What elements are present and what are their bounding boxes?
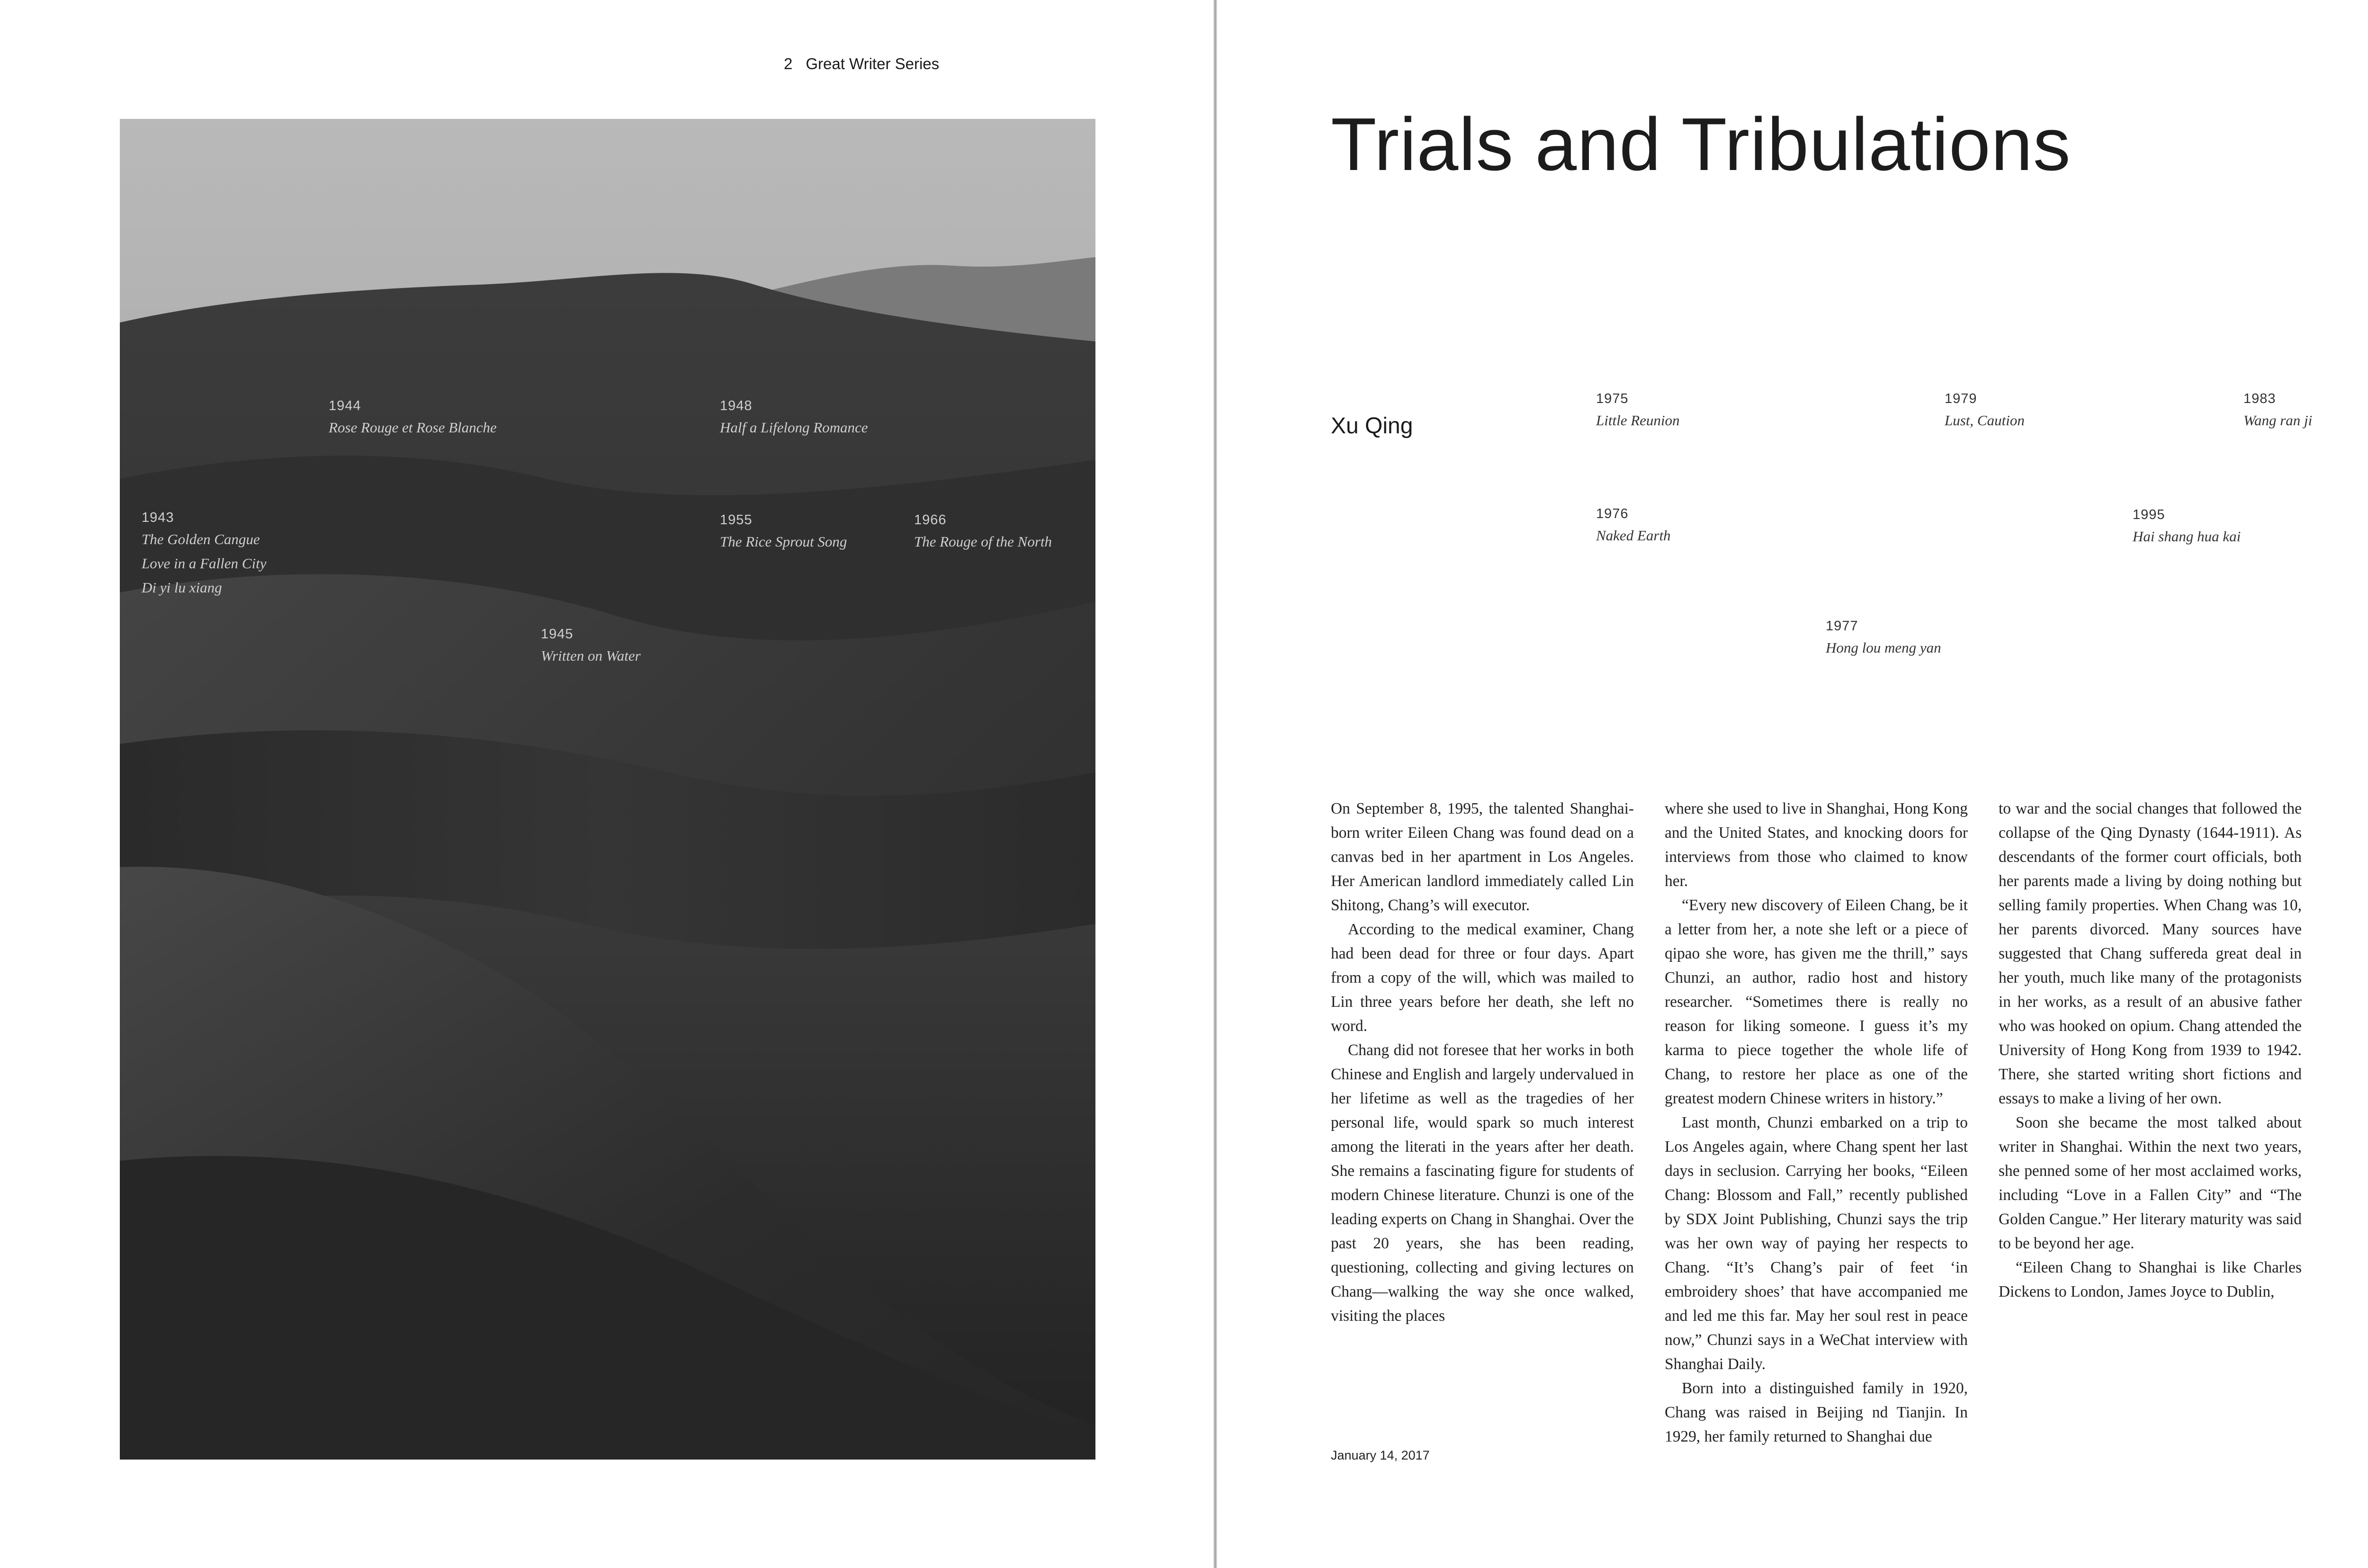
timeline-title: The Golden Cangue [142,531,260,547]
article-title: Trials and Tribulations [1331,103,2071,186]
book-spine [1213,0,1217,1568]
timeline-title: Love in a Fallen City [142,555,267,572]
publication-date: January 14, 2017 [1331,1448,1430,1462]
timeline-entry-1983 [2243,389,2312,432]
timeline-title: Di yi lu xiang [142,579,222,596]
timeline-entry-1976 [1596,504,1671,547]
timeline-entry-1966 [914,511,1052,554]
timeline-year: 1976 [1596,506,1629,521]
timeline-year: 1975 [1596,391,1629,406]
body-paragraph: to war and the social changes that followed the collapse of the Qing Dynasty (1644-1911). As descendants of the former court officials, both her parents made a living by doing nothing but selling family properties. When Chang was 10, her parents divorced. Many sources have suggested that Chang suffereda great deal in her youth, much like many of the protagonists in her works, as a result of an abusive father who was hooked on opium. Chang attended the University of Hong Kong from 1939 to 1942. There, she started writing short fictions and essays to make a living of her own. [1999,800,2302,1107]
series-name: Great Writer Series [806,55,940,72]
running-header [784,55,939,73]
body-paragraph: On September 8, 1995, the talented Shanghai-born writer Eileen Chang was found dead on a canvas bed in her apartment in Los Angeles. Her American landlord immediately called Lin Shitong, Chang’s will executor. [1331,800,1634,914]
timeline-title: Naked Earth [1596,527,1671,544]
timeline-year: 1943 [142,510,174,525]
timeline-title: Rose Rouge et Rose Blanche [329,419,497,436]
body-paragraph: where she used to live in Shanghai, Hong Kong and the United States, and knocking doors for interviews from those who claimed to know her. [1665,800,1968,890]
timeline-entry-1945 [541,625,641,668]
body-column-1 [1331,797,1634,1328]
body-paragraph: According to the medical examiner, Chang had been dead for three or four days. Apart from a copy of the will, which was mailed to Lin three years before her death, she left no word. [1331,921,1634,1035]
timeline-year: 1955 [720,512,753,528]
body-paragraph: “Eileen Chang to Shanghai is like Charles Dickens to London, James Joyce to Dublin, [1999,1259,2302,1300]
page-number: 2 [784,55,793,72]
timeline-title: Hong lou meng yan [1826,639,1941,656]
body-paragraph: Soon she became the most talked about writer in Shanghai. Within the next two years, she penned some of her most acclaimed works, including “Love in a Fallen City” and “The Golden Cangue.” Her literary maturity was said to be beyond her age. [1999,1114,2302,1252]
timeline-year: 1945 [541,627,574,642]
timeline-year: 1944 [329,398,361,413]
timeline-title: Lust, Caution [1945,412,2025,429]
timeline-title: Hai shang hua kai [2133,528,2241,545]
timeline-entry-1955 [720,511,847,554]
timeline-entry-1975 [1596,389,1680,432]
timeline-title: Written on Water [541,647,641,664]
timeline-entry-1977 [1826,617,1941,660]
timeline-entry-1948 [720,396,868,439]
body-paragraph: “Every new discovery of Eileen Chang, be it a letter from her, a note she left or a piece of qipao she wore, has given me the thrill,” says Chunzi, an author, radio host and history researcher. “Sometimes there is really no reason for liking someone. I guess it’s my karma to piece together the whole life of Chang, to restore her place as one of the greatest modern Chinese writers in history.” [1665,896,1968,1107]
timeline-year: 1966 [914,512,947,528]
body-paragraph: Last month, Chunzi embarked on a trip to Los Angeles again, where Chang spent her last days in seclusion. Carrying her books, “Eileen Chang: Blossom and Fall,” recently published by SDX Joint Publishing, Chunzi says the trip was her own way of paying her respects to Chang. “It’s Chang’s pair of feet ‘in embroidery shoes’ that have accompanied me and led me this far. May her soul rest in peace now,” Chunzi says in a WeChat interview with Shanghai Daily. [1665,1114,1968,1373]
timeline-year: 1979 [1945,391,1977,406]
timeline-entry-1943 [142,508,266,600]
timeline-year: 1983 [2243,391,2276,406]
body-column-2 [1665,797,1968,1449]
timeline-entry-1995 [2133,505,2241,548]
timeline-entry-1979 [1945,389,2025,432]
timeline-year: 1948 [720,398,753,413]
timeline-year: 1977 [1826,618,1858,634]
timeline-title: Half a Lifelong Romance [720,419,868,436]
timeline-entry-1944 [329,396,497,439]
desert-dunes-photo [120,119,1095,1460]
body-paragraph: Chang did not foresee that her works in both Chinese and English and largely undervalued in her lifetime as well as the tragedies of her personal life, would spark so much interest among the literati in the years after her death. She remains a fascinating figure for students of modern Chinese literature. Chunzi is one of the leading experts on Chang in Shanghai. Over the past 20 years, she has been reading, questioning, collecting and giving lectures on Chang—walking the way she once walked, visiting the places [1331,1041,1634,1325]
article-author: Xu Qing [1331,413,1413,439]
body-column-3 [1999,797,2302,1304]
timeline-title: Wang ran ji [2243,412,2313,429]
dunes-illustration [120,119,1095,1460]
timeline-title: The Rice Sprout Song [720,533,847,550]
body-paragraph: Born into a distinguished family in 1920, Chang was raised in Beijing nd Tianjin. In 1929, her family returned to Shanghai due [1665,1380,1968,1445]
timeline-title: The Rouge of the North [914,533,1052,550]
right-page [1217,0,2368,1568]
timeline-title: Little Reunion [1596,412,1680,429]
timeline-year: 1995 [2133,507,2165,522]
